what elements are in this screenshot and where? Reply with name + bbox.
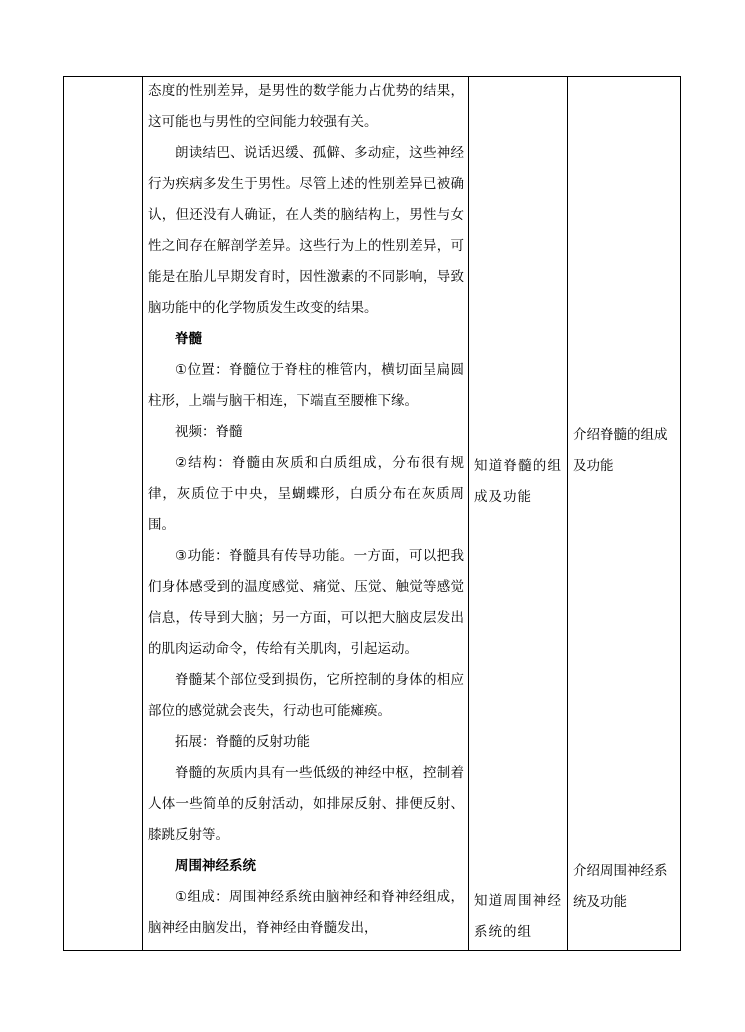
learning-goal-spinal-cord: 知道脊髓的组成及功能 (474, 458, 562, 505)
content-paragraph: ①组成：周围神经系统由脑神经和脊神经组成，脑神经由脑发出，脊神经由脊髓发出， (148, 889, 464, 936)
content-paragraph: ③功能：脊髓具有传导功能。一方面，可以把我们身体感受到的温度感觉、痛觉、压觉、触觉等感觉信息，传导到大脑；另一方面，可以把大脑皮层发出的肌肉运动命令，传给有关肌肉，引起运动。 (148, 548, 464, 657)
teaching-content-column (148, 76, 464, 944)
table-column-divider-3 (567, 76, 568, 951)
content-paragraph: 态度的性别差异，是男性的数学能力占优势的结果，这可能也与男性的空间能力较强有关。 (148, 83, 464, 130)
table-column-divider-2 (468, 76, 469, 951)
content-paragraph: ①位置：脊髓位于脊柱的椎管内，横切面呈扁圆柱形，上端与脑干相连，下端直至腰椎下缘。 (148, 362, 464, 409)
content-paragraph: 脊髓的灰质内具有一些低级的神经中枢，控制着人体一些简单的反射活动，如排尿反射、排便反射、膝跳反射等。 (148, 765, 464, 843)
content-paragraph: 拓展：脊髓的反射功能 (175, 734, 310, 750)
learning-goal-peripheral: 知道周围神经系统的组 (474, 893, 562, 940)
content-paragraph: ②结构：脊髓由灰质和白质组成，分布很有规律，灰质位于中央，呈蝴蝶形，白质分布在灰质周围。 (148, 455, 464, 533)
section-heading-spinal-cord: 脊髓 (175, 331, 202, 347)
table-column-divider-1 (142, 76, 143, 951)
content-paragraph: 朗读结巴、说话迟缓、孤僻、多动症，这些神经行为疾病多发生于男性。尽管上述的性别差异已被确认，但还没有人确证，在人类的脑结构上，男性与女性之间存在解剖学差异。这些行为上的性别差异，可能是在胎儿早期发育时，因性激素的不同影响，导致脑功能中的化学物质发生改变的结果。 (148, 145, 464, 316)
design-intent-spinal-cord: 介绍脊髓的组成及功能 (573, 427, 668, 474)
section-heading-peripheral-nervous-system: 周围神经系统 (175, 858, 256, 874)
content-paragraph: 视频：脊髓 (175, 424, 243, 440)
design-intent-peripheral: 介绍周围神经系统及功能 (573, 863, 668, 910)
content-paragraph: 脊髓某个部位受到损伤，它所控制的身体的相应部位的感觉就会丧失，行动也可能瘫痪。 (148, 672, 464, 719)
